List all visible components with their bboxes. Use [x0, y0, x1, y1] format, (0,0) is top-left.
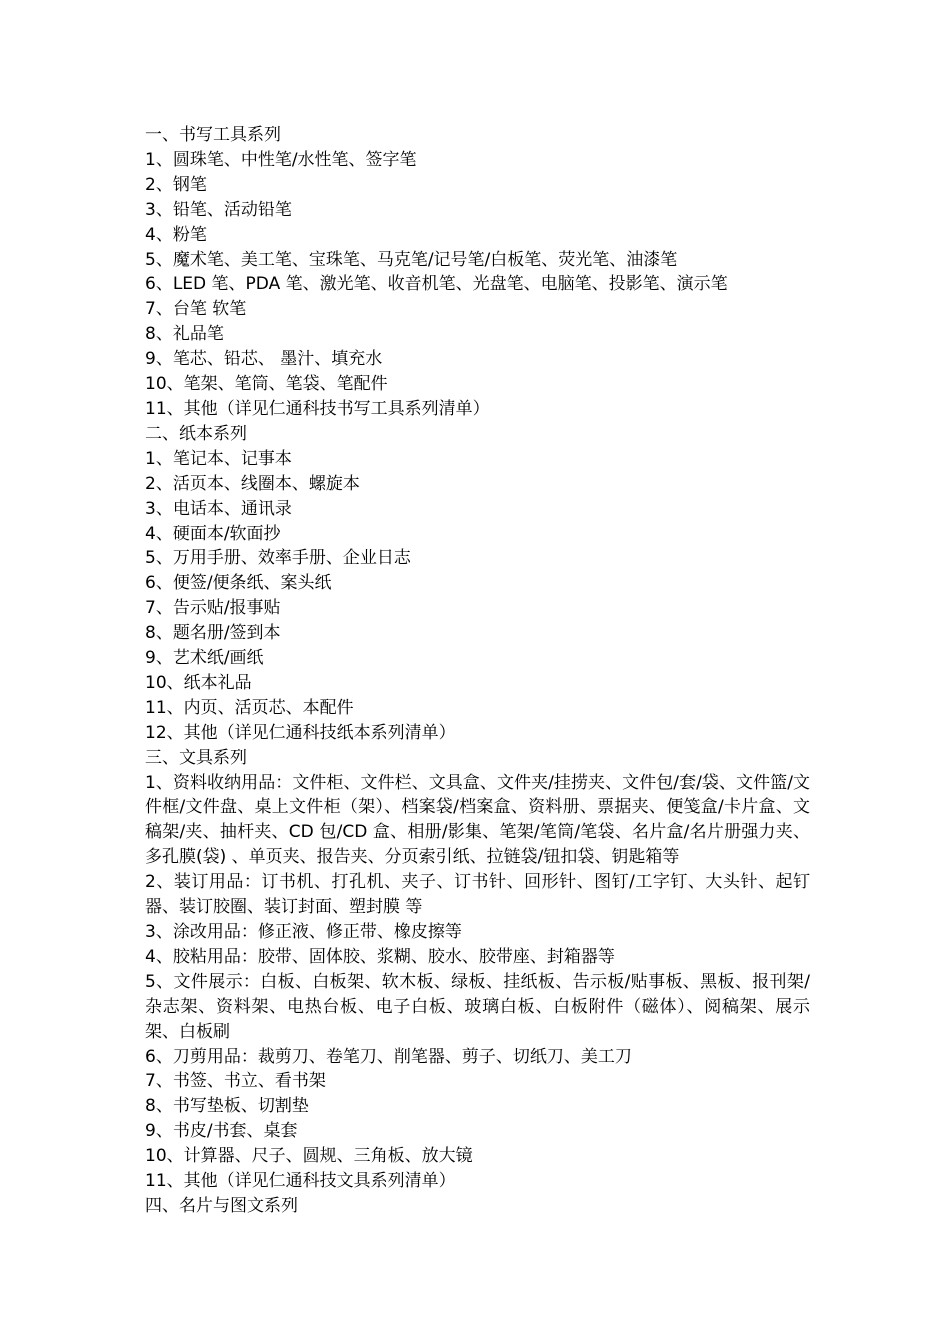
list-item: 3、电话本、通讯录: [145, 498, 292, 519]
list-item: 11、内页、活页芯、本配件: [145, 697, 354, 718]
list-item: 1、圆珠笔、中性笔/水性笔、签字笔: [145, 149, 417, 170]
list-item: 8、题名册/签到本: [145, 623, 281, 644]
section-heading-stationery: 三、文具系列: [145, 747, 247, 768]
list-item: 4、硬面本/软面抄: [145, 523, 281, 544]
list-item: 2、装订用品：订书机、打孔机、夹子、订书针、回形针、图钉/工字钉、大头针、起钉器、装订胶圈、装订封面、塑封膜 等: [145, 872, 810, 918]
document-body: [145, 123, 810, 1219]
list-item: 8、书写垫板、切割垫: [145, 1096, 309, 1117]
list-item: 12、其他（详见仁通科技纸本系列清单）: [145, 722, 456, 743]
list-item: 10、计算器、尺子、圆规、三角板、放大镜: [145, 1146, 473, 1167]
list-item: 8、礼品笔: [145, 324, 224, 345]
list-item: 3、铅笔、活动铅笔: [145, 199, 292, 220]
list-item: 5、文件展示：白板、白板架、软木板、绿板、挂纸板、告示板/贴事板、黑板、报刊架/杂志架、资料架、电热台板、电子白板、玻璃白板、白板附件（磁体）、阅稿架、展示架、白板刷: [145, 971, 810, 1042]
list-item: 9、艺术纸/画纸: [145, 648, 264, 669]
list-item: 10、笔架、笔筒、笔袋、笔配件: [145, 374, 388, 395]
list-item: 1、笔记本、记事本: [145, 448, 292, 469]
list-item: 2、钢笔: [145, 174, 207, 195]
list-item: 10、纸本礼品: [145, 672, 252, 693]
list-item: 11、其他（详见仁通科技文具系列清单）: [145, 1171, 456, 1192]
list-item: 5、万用手册、效率手册、企业日志: [145, 548, 411, 569]
section-heading-writing-tools: 一、书写工具系列: [145, 125, 281, 145]
list-item: 6、刀剪用品：裁剪刀、卷笔刀、削笔器、剪子、切纸刀、美工刀: [145, 1046, 632, 1067]
list-item: 7、告示贴/报事贴: [145, 598, 281, 619]
list-item: 6、便签/便条纸、案头纸: [145, 573, 332, 594]
list-item: 4、胶粘用品：胶带、固体胶、浆糊、胶水、胶带座、封箱器等: [145, 946, 615, 967]
section-heading-paper: 二、纸本系列: [145, 423, 247, 444]
list-item: 1、资料收纳用品：文件柜、文件栏、文具盒、文件夹/挂捞夹、文件包/套/袋、文件篮/文件框/文件盘、桌上文件柜（架）、档案袋/档案盒、资料册、票据夹、便笺盒/卡片盒、文稿架/夹、抽杆夹、CD 包/CD 盒、相册/影集、笔架/笔筒/笔袋、名片盒/名片册强力夹、多孔膜(袋) 、单页夹、报告夹、分页索引纸、拉链袋/钮扣袋、钥匙箱等: [145, 772, 810, 868]
list-item: 11、其他（详见仁通科技书写工具系列清单）: [145, 398, 490, 419]
list-item: 3、涂改用品：修正液、修正带、橡皮擦等: [145, 922, 462, 942]
list-item: 4、粉笔: [145, 224, 207, 245]
list-item: 9、书皮/书套、桌套: [145, 1121, 298, 1142]
list-item: 9、笔芯、铅芯、 墨汁、填充水: [145, 349, 383, 370]
list-item: 7、台笔 软笔: [145, 299, 247, 320]
list-item: 5、魔术笔、美工笔、宝珠笔、马克笔/记号笔/白板笔、荧光笔、油漆笔: [145, 249, 678, 270]
list-item: 7、书签、书立、看书架: [145, 1071, 326, 1092]
list-item: 6、LED 笔、PDA 笔、激光笔、收音机笔、光盘笔、电脑笔、投影笔、演示笔: [145, 274, 728, 295]
list-item: 2、活页本、线圈本、螺旋本: [145, 473, 360, 494]
section-heading-cards-graphics: 四、名片与图文系列: [145, 1195, 298, 1216]
